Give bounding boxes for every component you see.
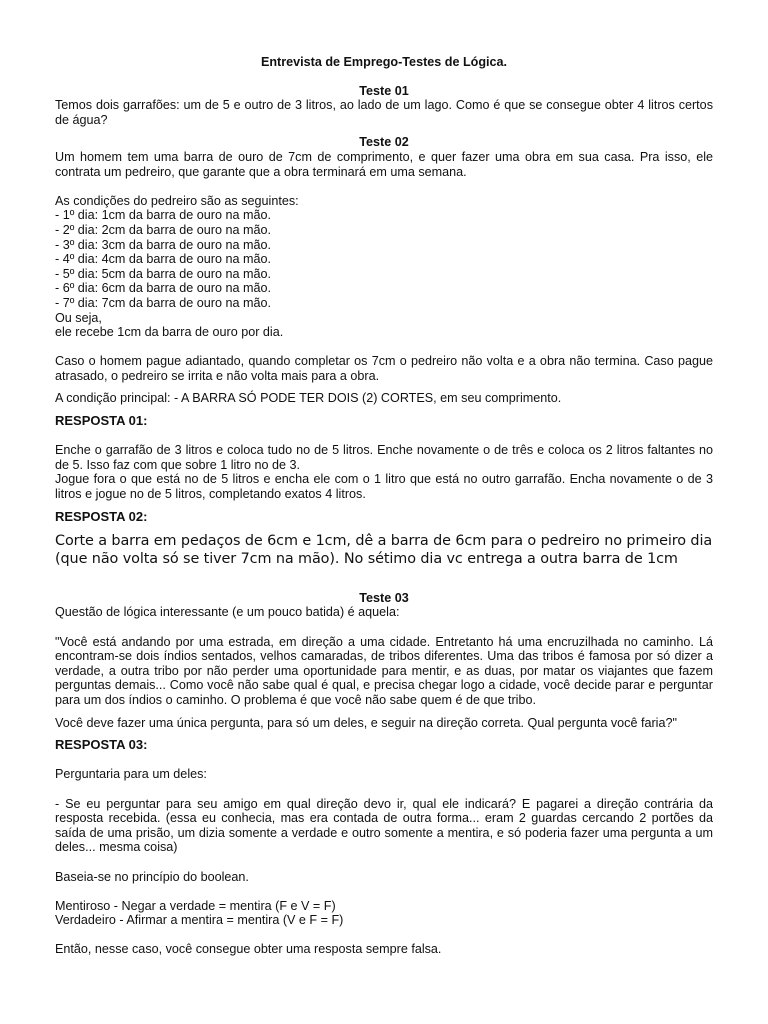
document-title: Entrevista de Emprego-Testes de Lógica. [260,55,508,69]
resposta01-p2: Jogue fora o que está no de 5 litros e encha ele com o 1 litro que está no outro garrafão. Encha novamente o de 3 litros e jogue no de 5 litros, completando exatos 4 litros. [55,472,713,502]
resposta02-heading: RESPOSTA 02: [55,508,148,524]
resposta03-heading: RESPOSTA 03: [55,737,148,753]
resposta03-p1: Perguntaria para um deles: [55,767,207,782]
teste02-intro: Um homem tem uma barra de ouro de 7cm de comprimento, e quer fazer uma obra em sua casa. Pra isso, ele contrata um pedreiro, que garante que a obra terminará em uma semana. [55,149,713,179]
condition-item: - 7º dia: 7cm da barra de ouro na mão. [55,295,272,310]
resposta03-mentiroso: Mentiroso - Negar a verdade = mentira (F e V = F) [55,898,336,913]
resposta03-p2: - Se eu perguntar para seu amigo em qual direção devo ir, qual ele indicará? E pagarei a direção contrária da resposta recebida. (essa eu conhecia, mas era contada de outra forma... eram 2 guardas cercando 2 portões da saída de uma prisão, um dizia somente a verdade e outro somente a mentira, e só poderia fazer uma pergunta a um deles... mesma coisa) [55,796,713,855]
teste02-conditions-title: As condições do pedreiro são as seguintes: [55,193,299,208]
condition-item: - 6º dia: 6cm da barra de ouro na mão. [55,281,272,296]
teste02-caso: Caso o homem pague adiantado, quando completar os 7cm o pedreiro não volta e a obra não termina. Caso pague atrasado, o pedreiro se irrita e não volta mais para a obra. [55,354,713,383]
teste03-heading: Teste 03 [359,590,409,605]
teste01-heading: Teste 01 [359,83,409,98]
condition-item: - 2º dia: 2cm da barra de ouro na mão. [55,222,272,237]
resposta03-p4: Então, nesse caso, você consegue obter uma resposta sempre falsa. [55,942,442,957]
condition-item: - 1º dia: 1cm da barra de ouro na mão. [55,208,272,223]
teste02-ou-seja: Ou seja, [55,310,102,325]
teste03-question: Você deve fazer uma única pergunta, para só um deles, e seguir na direção correta. Qual pergunta você faria?" [55,715,677,730]
resposta03-verdadeiro: Verdadeiro - Afirmar a mentira = mentira (V e F = F) [55,913,344,928]
resposta01-p1: Enche o garrafão de 3 litros e coloca tudo no de 5 litros. Enche novamente o de três e coloca os 2 litros faltantes no de 5. Isso faz com que sobre 1 litro no de 3. [55,443,713,472]
teste02-conditions-list [55,208,713,310]
condition-item: - 3º dia: 3cm da barra de ouro na mão. [55,237,272,252]
resposta01-heading: RESPOSTA 01: [55,413,148,429]
teste03-quote: "Você está andando por uma estrada, em direção a uma cidade. Entretanto há uma encruzilhada no caminho. Lá encontram-se dois índios sentados, velhos camaradas, de tribos diferentes. Uma das tribos é famosa por só dizer a verdade, a outra tribo por não perder uma oportunidade para mentir, e as duas, por matar os viajantes que fazem perguntas demais... Como você não sabe qual é qual, e precisa chegar logo a cidade, você decide parar e perguntar para um dos índios o caminho. O problema é que você não sabe quem é de que tribo. [55,634,713,707]
teste02-heading: Teste 02 [359,135,409,150]
condition-item: - 5º dia: 5cm da barra de ouro na mão. [55,266,272,281]
condition-item: - 4º dia: 4cm da barra de ouro na mão. [55,252,272,267]
teste01-text: Temos dois garrafões: um de 5 e outro de 3 litros, ao lado de um lago. Como é que se consegue obter 4 litros certos de água? [55,98,713,127]
resposta03-p3: Baseia-se no princípio do boolean. [55,869,249,884]
teste03-intro: Questão de lógica interessante (e um pouco batida) é aquela: [55,605,400,620]
teste02-condicao: A condição principal: - A BARRA SÓ PODE TER DOIS (2) CORTES, em seu comprimento. [55,391,562,406]
resposta02-text: Corte a barra em pedaços de 6cm e 1cm, dê a barra de 6cm para o pedreiro no primeiro dia (que não volta só se tiver 7cm na mão). No sétimo dia vc entrega a outra barra de 1cm [55,533,713,568]
teste02-recebe: ele recebe 1cm da barra de ouro por dia. [55,325,284,340]
